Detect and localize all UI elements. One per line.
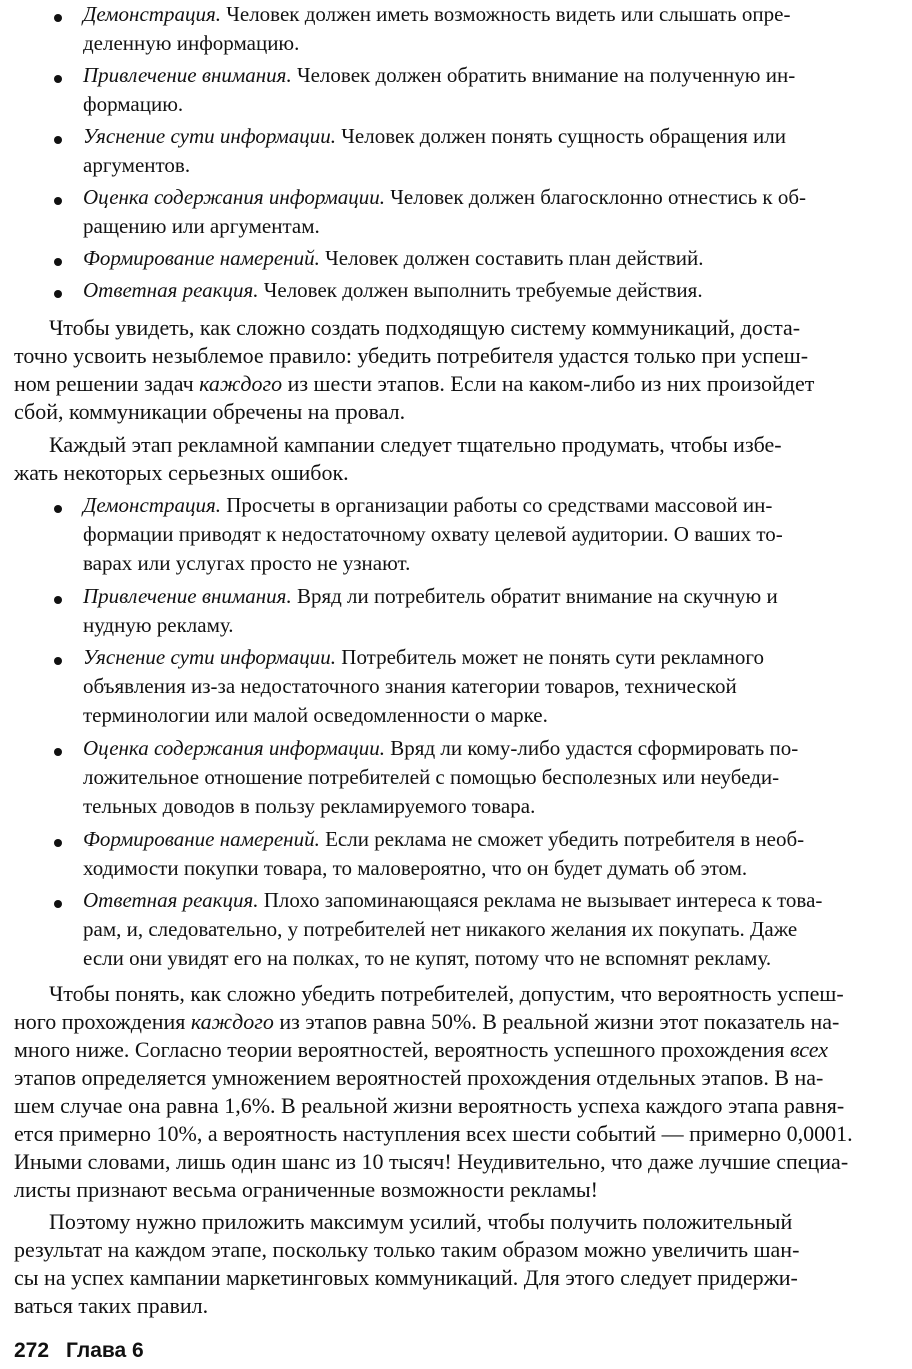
list-item-text: Человек должен иметь возможность видеть или слышать опре- bbox=[220, 2, 791, 26]
list-item-text: терминологии или малой осведомленности о марке. bbox=[83, 703, 548, 727]
paragraph-line: ном решении задач каждого из шести этапов. Если на каком-либо из них произойдет bbox=[14, 371, 815, 396]
bullet-icon bbox=[54, 136, 62, 144]
paragraph-line: точно усвоить незыблемое правило: убедить потребителя удастся только при успеш- bbox=[14, 343, 809, 368]
paragraph-line: листы признают весьма ограниченные возможности рекламы! bbox=[14, 1177, 598, 1202]
list-item-text: формацию. bbox=[83, 92, 184, 116]
paragraph-line: результат на каждом этапе, поскольку только таким образом можно увеличить шан- bbox=[14, 1237, 800, 1262]
list-item-term: Формирование намерений. bbox=[83, 246, 320, 270]
list-item-text: ращению или аргументам. bbox=[83, 214, 320, 238]
paragraph-line: Чтобы увидеть, как сложно создать подходящую систему коммуникаций, доста- bbox=[49, 315, 801, 340]
list-item-text: Если реклама не сможет убедить потребителя в необ- bbox=[319, 827, 805, 851]
list-item-text: Человек должен благосклонно отнестись к об- bbox=[385, 185, 807, 209]
list-item-text: Плохо запоминающаяся реклама не вызывает интереса к това- bbox=[258, 888, 823, 912]
list-item-text: нудную рекламу. bbox=[83, 613, 234, 637]
list-item-text: ложительное отношение потребителей с помощью бесполезных или неубеди- bbox=[83, 765, 780, 789]
list-item-term: Ответная реакция. bbox=[83, 278, 259, 302]
paragraph-line: ется примерно 10%, а вероятность наступления всех шести событий — примерно 0,0001. bbox=[14, 1121, 853, 1146]
list-item-text: Вряд ли кому-либо удастся сформировать по- bbox=[385, 736, 799, 760]
paragraph-line: Чтобы понять, как сложно убедить потребителей, допустим, что вероятность успеш- bbox=[49, 981, 844, 1006]
list-item-term: Оценка содержания информации. bbox=[83, 185, 386, 209]
page-number: 272 bbox=[14, 1339, 50, 1362]
bullet-icon bbox=[54, 657, 62, 665]
bullet-icon bbox=[54, 900, 62, 908]
list-item-text: если они увидят его на полках, то не купят, потому что не вспомнят рекламу. bbox=[83, 946, 772, 970]
paragraph-line: ного прохождения каждого из этапов равна 50%. В реальной жизни этот показатель на- bbox=[14, 1009, 840, 1034]
list-item-text: Человек должен понять сущность обращения или bbox=[336, 124, 787, 148]
list-item-text: аргументов. bbox=[83, 153, 191, 177]
list-item-term: Формирование намерений. bbox=[83, 827, 320, 851]
bullet-icon bbox=[54, 839, 62, 847]
bullet-icon bbox=[54, 290, 62, 298]
list-item-text: Человек должен составить план действий. bbox=[319, 246, 704, 270]
paragraph-line: шем случае она равна 1,6%. В реальной жизни вероятность успеха каждого этапа равня- bbox=[14, 1093, 845, 1118]
paragraph-line: сбой, коммуникации обречены на провал. bbox=[14, 399, 406, 424]
bullet-icon bbox=[54, 748, 62, 756]
list-item-text: объявления из-за недостаточного знания категории товаров, технической bbox=[83, 674, 737, 698]
list-item-term: Привлечение внимания. bbox=[83, 63, 292, 87]
list-item-text: деленную информацию. bbox=[83, 31, 300, 55]
list-item-term: Привлечение внимания. bbox=[83, 584, 292, 608]
list-item-term: Уяснение сути информации. bbox=[83, 645, 337, 669]
paragraph-line: много ниже. Согласно теории вероятностей, вероятность успешного прохождения всех bbox=[14, 1037, 828, 1062]
emphasis-text: всех bbox=[789, 1037, 828, 1062]
list-item-text: варах или услугах просто не узнают. bbox=[83, 551, 411, 575]
list-item-text: тельных доводов в пользу рекламируемого товара. bbox=[83, 794, 536, 818]
list-item-text: ходимости покупки товара, то маловероятно, что он будет думать об этом. bbox=[83, 856, 748, 880]
paragraph-line: Поэтому нужно приложить максимум усилий, чтобы получить положительный bbox=[49, 1209, 793, 1234]
list-item-text: рам, и, следовательно, у потребителей нет никакого желания их покупать. Даже bbox=[83, 917, 798, 941]
list-item-term: Демонстрация. bbox=[83, 493, 221, 517]
emphasis-text: каждого bbox=[199, 371, 283, 396]
list-item-text: формации приводят к недостаточному охвату целевой аудитории. О ваших то- bbox=[83, 522, 783, 546]
paragraph-line: Иными словами, лишь один шанс из 10 тысяч! Неудивительно, что даже лучшие специа- bbox=[14, 1149, 849, 1174]
list-item-text: Просчеты в организации работы со средствами массовой ин- bbox=[220, 493, 773, 517]
list-item-text: Вряд ли потребитель обратит внимание на скучную и bbox=[291, 584, 778, 608]
bullet-icon bbox=[54, 505, 62, 513]
list-item-text: Человек должен выполнить требуемые действия. bbox=[258, 278, 703, 302]
paragraph-line: жать некоторых серьезных ошибок. bbox=[14, 460, 349, 485]
bullet-icon bbox=[54, 258, 62, 266]
list-item-term: Ответная реакция. bbox=[83, 888, 259, 912]
paragraph-line: ваться таких правил. bbox=[14, 1293, 209, 1318]
list-item-text: Потребитель может не понять сути рекламного bbox=[336, 645, 764, 669]
bullet-icon bbox=[54, 14, 62, 22]
paragraph-line: сы на успех кампании маркетинговых коммуникаций. Для этого следует придержи- bbox=[14, 1265, 798, 1290]
list-item-term: Демонстрация. bbox=[83, 2, 221, 26]
list-item-term: Уяснение сути информации. bbox=[83, 124, 337, 148]
emphasis-text: каждого bbox=[190, 1009, 274, 1034]
bullet-icon bbox=[54, 197, 62, 205]
paragraph-line: Каждый этап рекламной кампании следует тщательно продумать, чтобы избе- bbox=[49, 432, 782, 457]
chapter-label: Глава 6 bbox=[66, 1339, 144, 1362]
bullet-icon bbox=[54, 596, 62, 604]
paragraph-line: этапов определяется умножением вероятностей прохождения отдельных этапов. В на- bbox=[14, 1065, 824, 1090]
list-item-term: Оценка содержания информации. bbox=[83, 736, 386, 760]
bullet-icon bbox=[54, 75, 62, 83]
list-item-text: Человек должен обратить внимание на полученную ин- bbox=[291, 63, 796, 87]
